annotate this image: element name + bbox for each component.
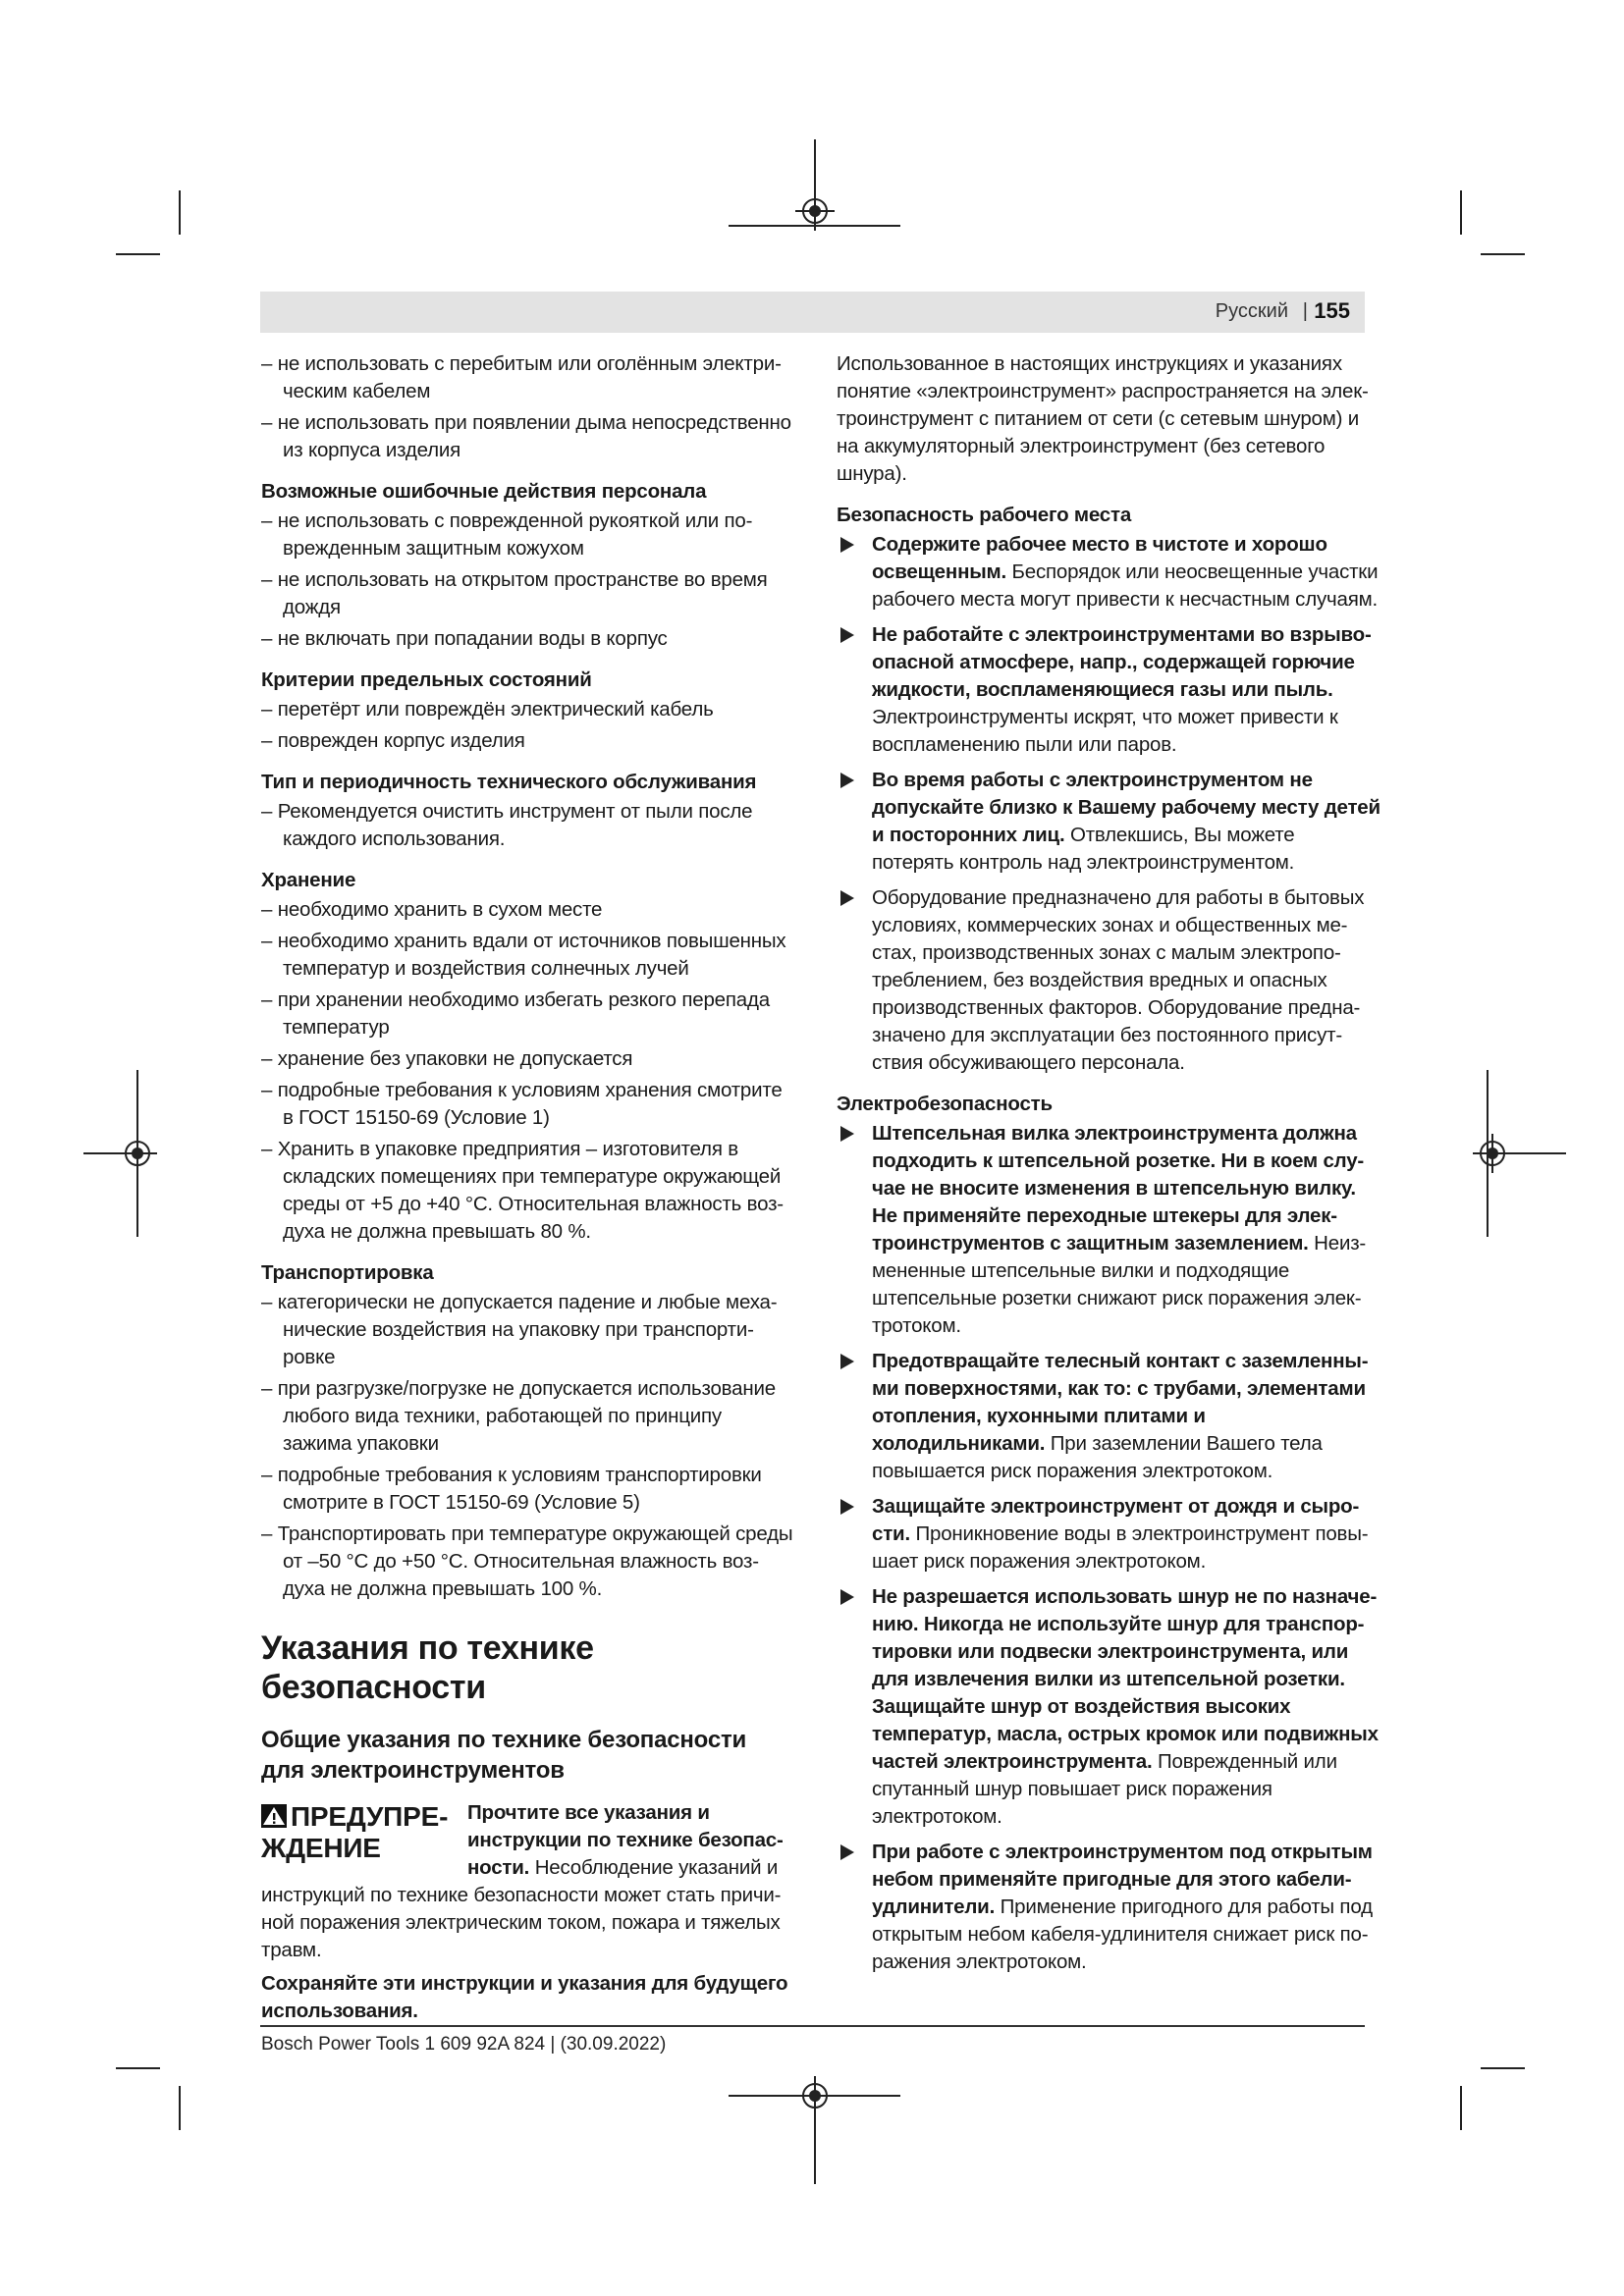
bullet-text: Беспорядок или неосвещенные участки рабочего места могут привести к несчастным случаям. <box>872 561 1379 611</box>
list-item: – Транспортировать при температуре окружающей среды от –50 °C до +50 °C. Относительная влажность воздуха не должна превышать 100 %. <box>261 1521 793 1603</box>
list-item: – Рекомендуется очистить инструмент от пыли после каждого использования. <box>261 798 793 853</box>
intro-paragraph: Использованное в настоящих инструкциях и указаниях понятие «электроинструмент» распространяется на электроинструмент с питанием от сети (с сетевым шнуром) и на аккумуляторный электроинструмент (без сетевого шнура). <box>837 352 1369 485</box>
crop-mark <box>729 2095 900 2097</box>
bullet-text: Оборудование предназначено для работы в бытовых условиях, коммерческих зонах и общественных местах, производственных зонах с малым электропотреблением, без воздействия вредных и опасных производственных факторов. Оборудование предназначено для эксплуатации без постоянного присутствия обсуживающего персонала. <box>872 886 1365 1074</box>
page-title: Указания по технике безопасности <box>261 1629 594 1706</box>
bullet-arrow-icon <box>840 537 854 553</box>
bullet-item <box>837 621 1380 759</box>
page-header <box>260 292 1365 333</box>
bullet-arrow-icon <box>840 1354 854 1369</box>
bullet-item <box>837 767 1380 877</box>
warning-block <box>261 1799 793 1964</box>
bullet-arrow-icon <box>840 773 854 788</box>
registration-mark-icon <box>1473 1134 1512 1173</box>
list-item: – не использовать на открытом пространстве во время дождя <box>261 566 793 621</box>
bullet-item <box>837 531 1380 614</box>
bullet-item <box>837 1120 1380 1340</box>
section-heading: Транспортировка <box>261 1261 434 1284</box>
warning-text: Несоблюдение указаний и инструкций по технике безопасности может стать причиной поражения электрическим током, пожара и тяжелых травм. <box>261 1856 782 1961</box>
bullet-text: Поврежденный или спутанный шнур повышает риск поражения электротоком. <box>872 1750 1337 1828</box>
bullet-arrow-icon <box>840 1499 854 1515</box>
list-item: – подробные требования к условиям транспортировки смотрите в ГОСТ 15150-69 (Условие 5) <box>261 1462 793 1517</box>
crop-mark <box>1481 2067 1525 2069</box>
bullet-bold-text: Не работайте с электроинструментами во взрывоопасной атмосфере, напр., содержащей горючие жидкости, воспламеняющиеся газы или пыль. <box>872 623 1372 701</box>
crop-mark <box>116 2067 160 2069</box>
bullet-text: Отвлекшись, Вы можете потерять контроль над электроинструментом. <box>872 824 1295 874</box>
bullet-text: При заземлении Вашего тела повышается риск поражения электротоком. <box>872 1432 1323 1482</box>
crop-mark <box>116 253 160 255</box>
right-column <box>837 350 1380 1984</box>
list-item: – категорически не допускается падение и любые механические воздействия на упаковку при транспортировке <box>261 1289 793 1371</box>
list-item: – не использовать с перебитым или оголённым электрическим кабелем <box>261 350 793 405</box>
header-language: Русский <box>1215 300 1288 322</box>
save-note: Сохраняйте эти инструкции и указания для будущего использования. <box>261 1972 788 2022</box>
bullet-text: Применение пригодного для работы под открытым небом кабеля-удлинителя снижает риск поражения электротоком. <box>872 1896 1373 1973</box>
bullet-bold-text: Защищайте электроинструмент от дождя и сырости. <box>872 1495 1360 1545</box>
list-item: – при хранении необходимо избегать резкого перепада температур <box>261 987 793 1041</box>
bullet-bold-text: Штепсельная вилка электроинструмента должна подходить к штепсельной розетке. Ни в коем случае не вносите изменения в штепсельную вилку. Не применяйте переходные штекеры для электроинструментов с защитным заземлением. <box>872 1122 1365 1255</box>
crop-mark <box>729 225 900 227</box>
subsection-title: Общие указания по технике безопасности для электроинструментов <box>261 1727 747 1784</box>
list-item: – Хранить в упаковке предприятия – изготовителя в складских помещениях при температуре окружающей среды от +5 до +40 °C. Относительная влажность воздуха не должна превышать 80 %. <box>261 1136 793 1246</box>
warning-label: ПРЕДУПРЕЖДЕНИЕ <box>261 1801 449 1863</box>
crop-mark <box>1487 1070 1489 1237</box>
bullet-item <box>837 1348 1380 1485</box>
warning-badge <box>261 1801 458 1864</box>
page-number: 155 <box>1314 298 1350 323</box>
crop-mark <box>1507 1152 1566 1154</box>
crop-mark <box>179 190 181 235</box>
bullet-bold-text: При работе с электроинструментом под открытым небом применяйте пригодные для этого кабели-удлинители. <box>872 1841 1373 1918</box>
section-heading: Критерии предельных состояний <box>261 668 592 691</box>
section-heading: Безопасность рабочего места <box>837 504 1132 526</box>
bullet-bold-text: Во время работы с электроинструментом не допускайте близко к Вашему рабочему месту детей и посторонних лиц. <box>872 769 1380 846</box>
crop-mark <box>1460 2086 1462 2130</box>
bullet-bold-text: Предотвращайте телесный контакт с заземленными поверхностями, как то: с трубами, элементами отопления, кухонными плитами и холодильниками. <box>872 1350 1369 1455</box>
list-item: – не включать при попадании воды в корпус <box>261 625 793 653</box>
crop-mark <box>814 2110 816 2184</box>
warning-triangle-icon <box>261 1804 287 1828</box>
list-item: – перетёрт или повреждён электрический кабель <box>261 696 793 723</box>
bullet-bold-text: Не разрешается использовать шнур не по назначению. Никогда не используйте шнур для транспортировки или подвески электроинструмента, или для извлечения вилки из штепсельной розетки. Защищайте шнур от воздействия высоких температур, масла, острых кромок или подвижных частей электроинструмента. <box>872 1585 1379 1773</box>
header-separator: | <box>1302 300 1308 322</box>
bullet-item <box>837 884 1380 1077</box>
list-item: – необходимо хранить в сухом месте <box>261 896 793 924</box>
bullet-arrow-icon <box>840 890 854 906</box>
list-item: – не использовать с поврежденной рукояткой или поврежденным защитным кожухом <box>261 507 793 562</box>
bullet-bold-text: Содержите рабочее место в чистоте и хорошо освещенным. <box>872 533 1327 583</box>
list-item: – поврежден корпус изделия <box>261 727 793 755</box>
crop-mark <box>814 139 816 193</box>
footer-text: Bosch Power Tools 1 609 92A 824 | (30.09.2022) <box>261 2034 667 2055</box>
list-item: – необходимо хранить вдали от источников повышенных температур и воздействия солнечных лучей <box>261 928 793 983</box>
list-item: – хранение без упаковки не допускается <box>261 1045 793 1073</box>
bullet-arrow-icon <box>840 1589 854 1605</box>
footer-rule <box>260 2025 1365 2027</box>
crop-mark <box>1460 190 1462 235</box>
bullet-item <box>837 1839 1380 1976</box>
section-heading: Возможные ошибочные действия персонала <box>261 480 707 503</box>
bullet-item <box>837 1583 1380 1831</box>
bullet-item <box>837 1493 1380 1575</box>
bullet-text: Неизмененные штепсельные вилки и подходящие штепсельные розетки снижают риск поражения электротоком. <box>872 1232 1367 1337</box>
left-column <box>261 350 793 2025</box>
warning-bold-text: Прочтите все указания и инструкции по технике безопасности. <box>467 1801 784 1879</box>
crop-mark <box>83 1152 152 1154</box>
bullet-text: Проникновение воды в электроинструмент повышает риск поражения электротоком. <box>872 1522 1369 1573</box>
list-item: – подробные требования к условиям хранения смотрите в ГОСТ 15150-69 (Условие 1) <box>261 1077 793 1132</box>
section-heading: Тип и периодичность технического обслуживания <box>261 771 757 793</box>
section-heading: Хранение <box>261 869 356 891</box>
bullet-arrow-icon <box>840 627 854 643</box>
list-item: – не использовать при появлении дыма непосредственно из корпуса изделия <box>261 409 793 464</box>
bullet-arrow-icon <box>840 1844 854 1860</box>
section-heading: Электробезопасность <box>837 1093 1053 1115</box>
list-item: – при разгрузке/погрузке не допускается использование любого вида техники, работающей по принципу зажима упаковки <box>261 1375 793 1458</box>
bullet-arrow-icon <box>840 1126 854 1142</box>
crop-mark <box>179 2086 181 2130</box>
crop-mark <box>1481 253 1525 255</box>
bullet-text: Электроинструменты искрят, что может привести к воспламенению пыли или паров. <box>872 706 1338 756</box>
